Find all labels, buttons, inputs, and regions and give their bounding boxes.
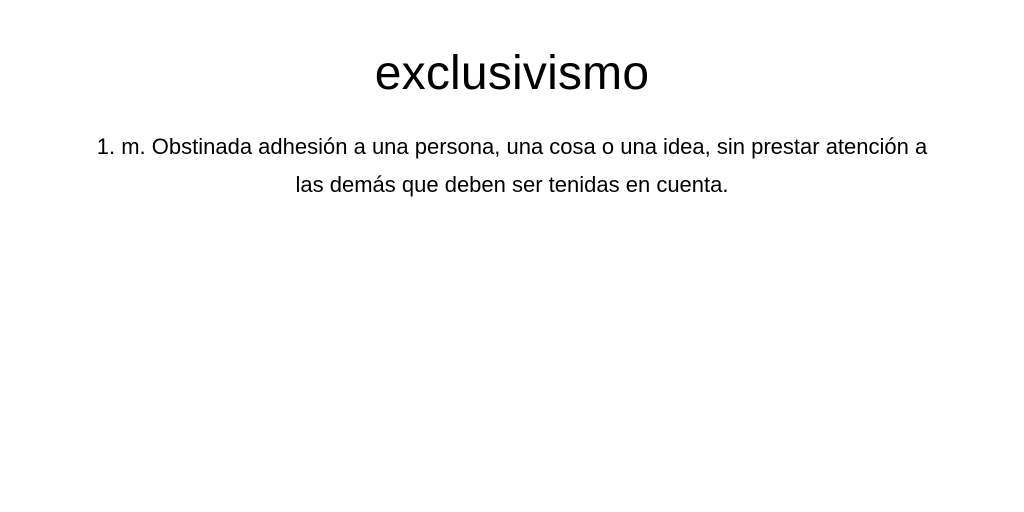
headword-title: exclusivismo [374,47,650,100]
definition-text: 1. m. Obstinada adhesión a una persona, una cosa o una idea, sin prestar atención a las demás que deben ser tenidas en cuenta. [96,134,928,197]
